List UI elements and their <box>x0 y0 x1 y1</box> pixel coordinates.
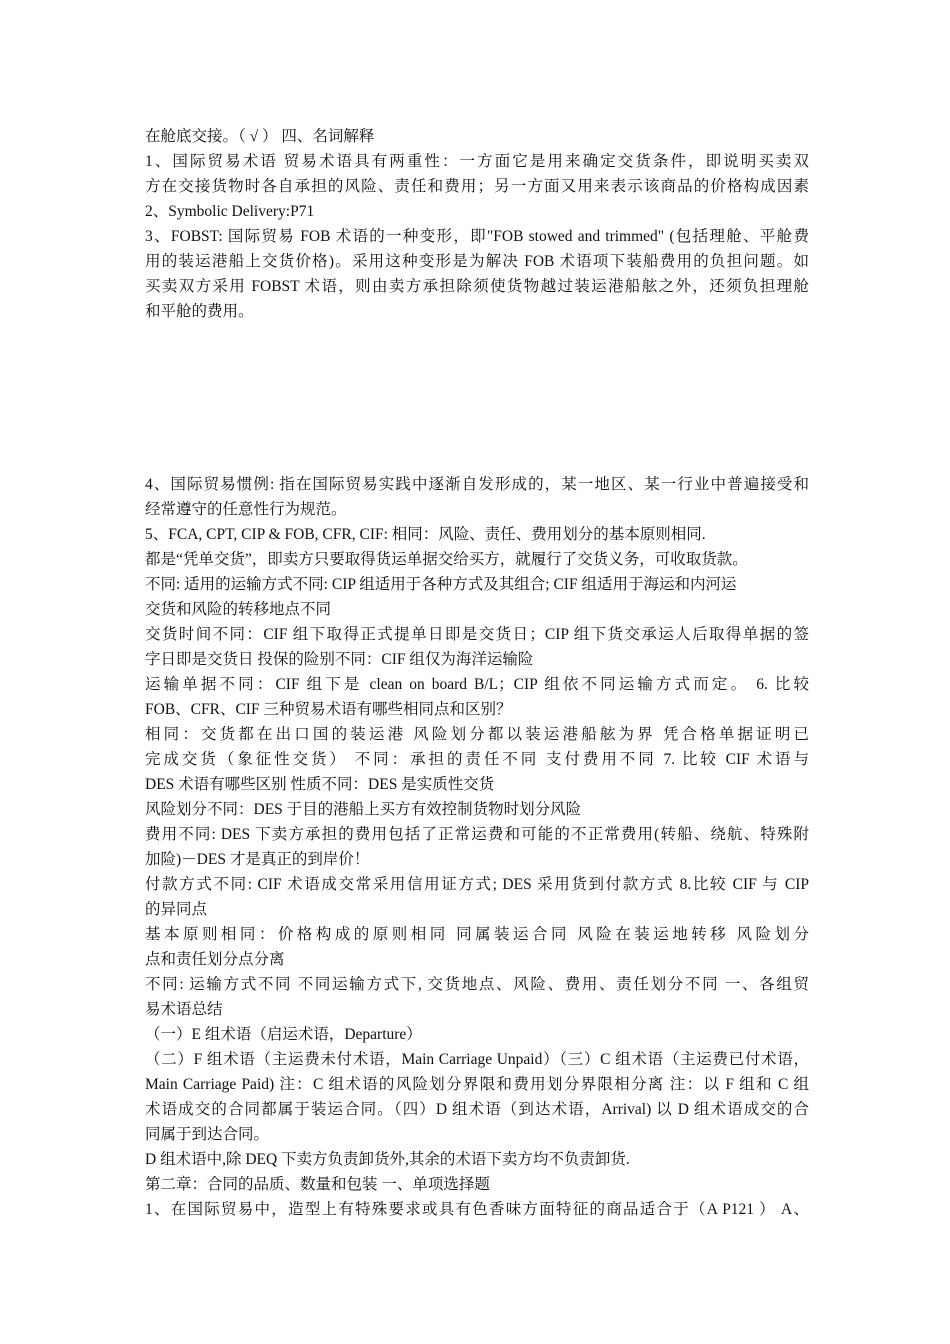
text-block-top <box>145 124 809 324</box>
text-line: 费用不同: DES 下卖方承担的费用包括了正常运费和可能的不正常费用(转船、绕航、特殊附 <box>145 826 809 843</box>
text-line: DES 术语有哪些区别 性质不同：DES 是实质性交货 <box>145 776 495 793</box>
text-line: 1、国际贸易术语 贸易术语具有两重性：一方面它是用来确定交货条件，即说明买卖双 <box>145 153 809 170</box>
text-line: 不同: 适用的运输方式不同: CIP 组适用于各种方式及其组合; CIF 组适用于海运和内河运 <box>145 576 737 593</box>
text-line: Main Carriage Paid) 注：C 组术语的风险划分界限和费用划分界限相分离 注：以 F 组和 C 组 <box>145 1076 809 1093</box>
text-line: 都是“凭单交货”，即卖方只要取得货运单据交给买方，就履行了交货义务，可收取货款。 <box>145 551 748 568</box>
text-line: 基本原则相同：价格构成的原则相同 同属装运合同 风险在装运地转移 风险划分 <box>145 926 809 943</box>
text-line: 运输单据不同：CIF 组下是 clean on board B/L；CIP 组依不同运输方式而定。 6. 比较 <box>145 676 809 693</box>
text-line: 2、Symbolic Delivery:P71 <box>145 203 315 220</box>
text-line: （二）F 组术语（主运费未付术语，Main Carriage Unpaid）（三）C 组术语（主运费已付术语， <box>145 1051 809 1068</box>
text-line: 的异同点 <box>145 901 208 918</box>
text-line: 加险)－DES 才是真正的到岸价！ <box>145 851 370 868</box>
text-line: 在舱底交接。（ √ ） 四、名词解释 <box>145 128 375 145</box>
text-line: 和平舱的费用。 <box>145 303 254 320</box>
text-line: 用的装运港船上交货价格)。采用这种变形是为解决 FOB 术语项下装船费用的负担问题。如 <box>145 253 809 270</box>
text-line: 5、FCA, CPT, CIP & FOB, CFR, CIF: 相同：风险、责任、费用划分的基本原则相同. <box>145 526 706 543</box>
text-line: 4、国际贸易惯例: 指在国际贸易实践中逐渐自发形成的，某一地区、某一行业中普遍接受和 <box>145 476 809 493</box>
text-line: 第二章：合同的品质、数量和包装 一、单项选择题 <box>145 1176 490 1193</box>
text-line: 相同：交货都在出口国的装运港 风险划分都以装运港船舷为界 凭合格单据证明已 <box>145 726 809 743</box>
text-line: 买卖双方采用 FOBST 术语，则由卖方承担除须使货物越过装运港船舷之外，还须负担理舱 <box>145 278 809 295</box>
text-line: 字日即是交货日 投保的险别不同：CIF 组仅为海洋运输险 <box>145 651 534 668</box>
text-line: 3、FOBST: 国际贸易 FOB 术语的一种变形，即"FOB stowed and trimmed" (包括理舱、平舱费 <box>145 228 809 245</box>
text-line: 易术语总结 <box>145 1001 223 1018</box>
text-line: 交货时间不同：CIF 组下取得正式提单日即是交货日；CIP 组下货交承运人后取得单据的签 <box>145 626 809 643</box>
text-line: 完成交货（象征性交货） 不同：承担的责任不同 支付费用不同 7. 比较 CIF 术语与 <box>145 751 809 768</box>
text-line: 交货和风险的转移地点不同 <box>145 601 332 618</box>
text-line: D 组术语中,除 DEQ 下卖方负责卸货外,其余的术语下卖方均不负责卸货. <box>145 1151 630 1168</box>
text-line: （一）E 组术语（启运术语，Departure） <box>145 1026 422 1043</box>
text-line: FOB、CFR、CIF 三种贸易术语有哪些相同点和区别？ <box>145 701 512 718</box>
text-block-bottom <box>145 472 809 1222</box>
text-line: 不同: 运输方式不同 不同运输方式下, 交货地点、风险、费用、责任划分不同 一、各组贸 <box>145 976 809 993</box>
text-line: 同属于到达合同。 <box>145 1126 270 1143</box>
text-line: 术语成交的合同都属于装运合同。（四）D 组术语（到达术语，Arrival) 以 D 组术语成交的合 <box>145 1101 809 1118</box>
text-line: 点和责任划分点分离 <box>145 951 285 968</box>
text-line: 经常遵守的任意性行为规范。 <box>145 501 347 518</box>
text-line: 风险划分不同：DES 于目的港船上买方有效控制货物时划分风险 <box>145 801 582 818</box>
text-line: 1、在国际贸易中，造型上有特殊要求或具有色香味方面特征的商品适合于（A P121 ） A、 <box>145 1201 809 1218</box>
text-line: 付款方式不同: CIF 术语成交常采用信用证方式; DES 采用货到付款方式 8.比较 CIF 与 CIP <box>145 876 809 893</box>
text-line: 方在交接货物时各自承担的风险、责任和费用；另一方面又用来表示该商品的价格构成因素 <box>145 178 809 195</box>
